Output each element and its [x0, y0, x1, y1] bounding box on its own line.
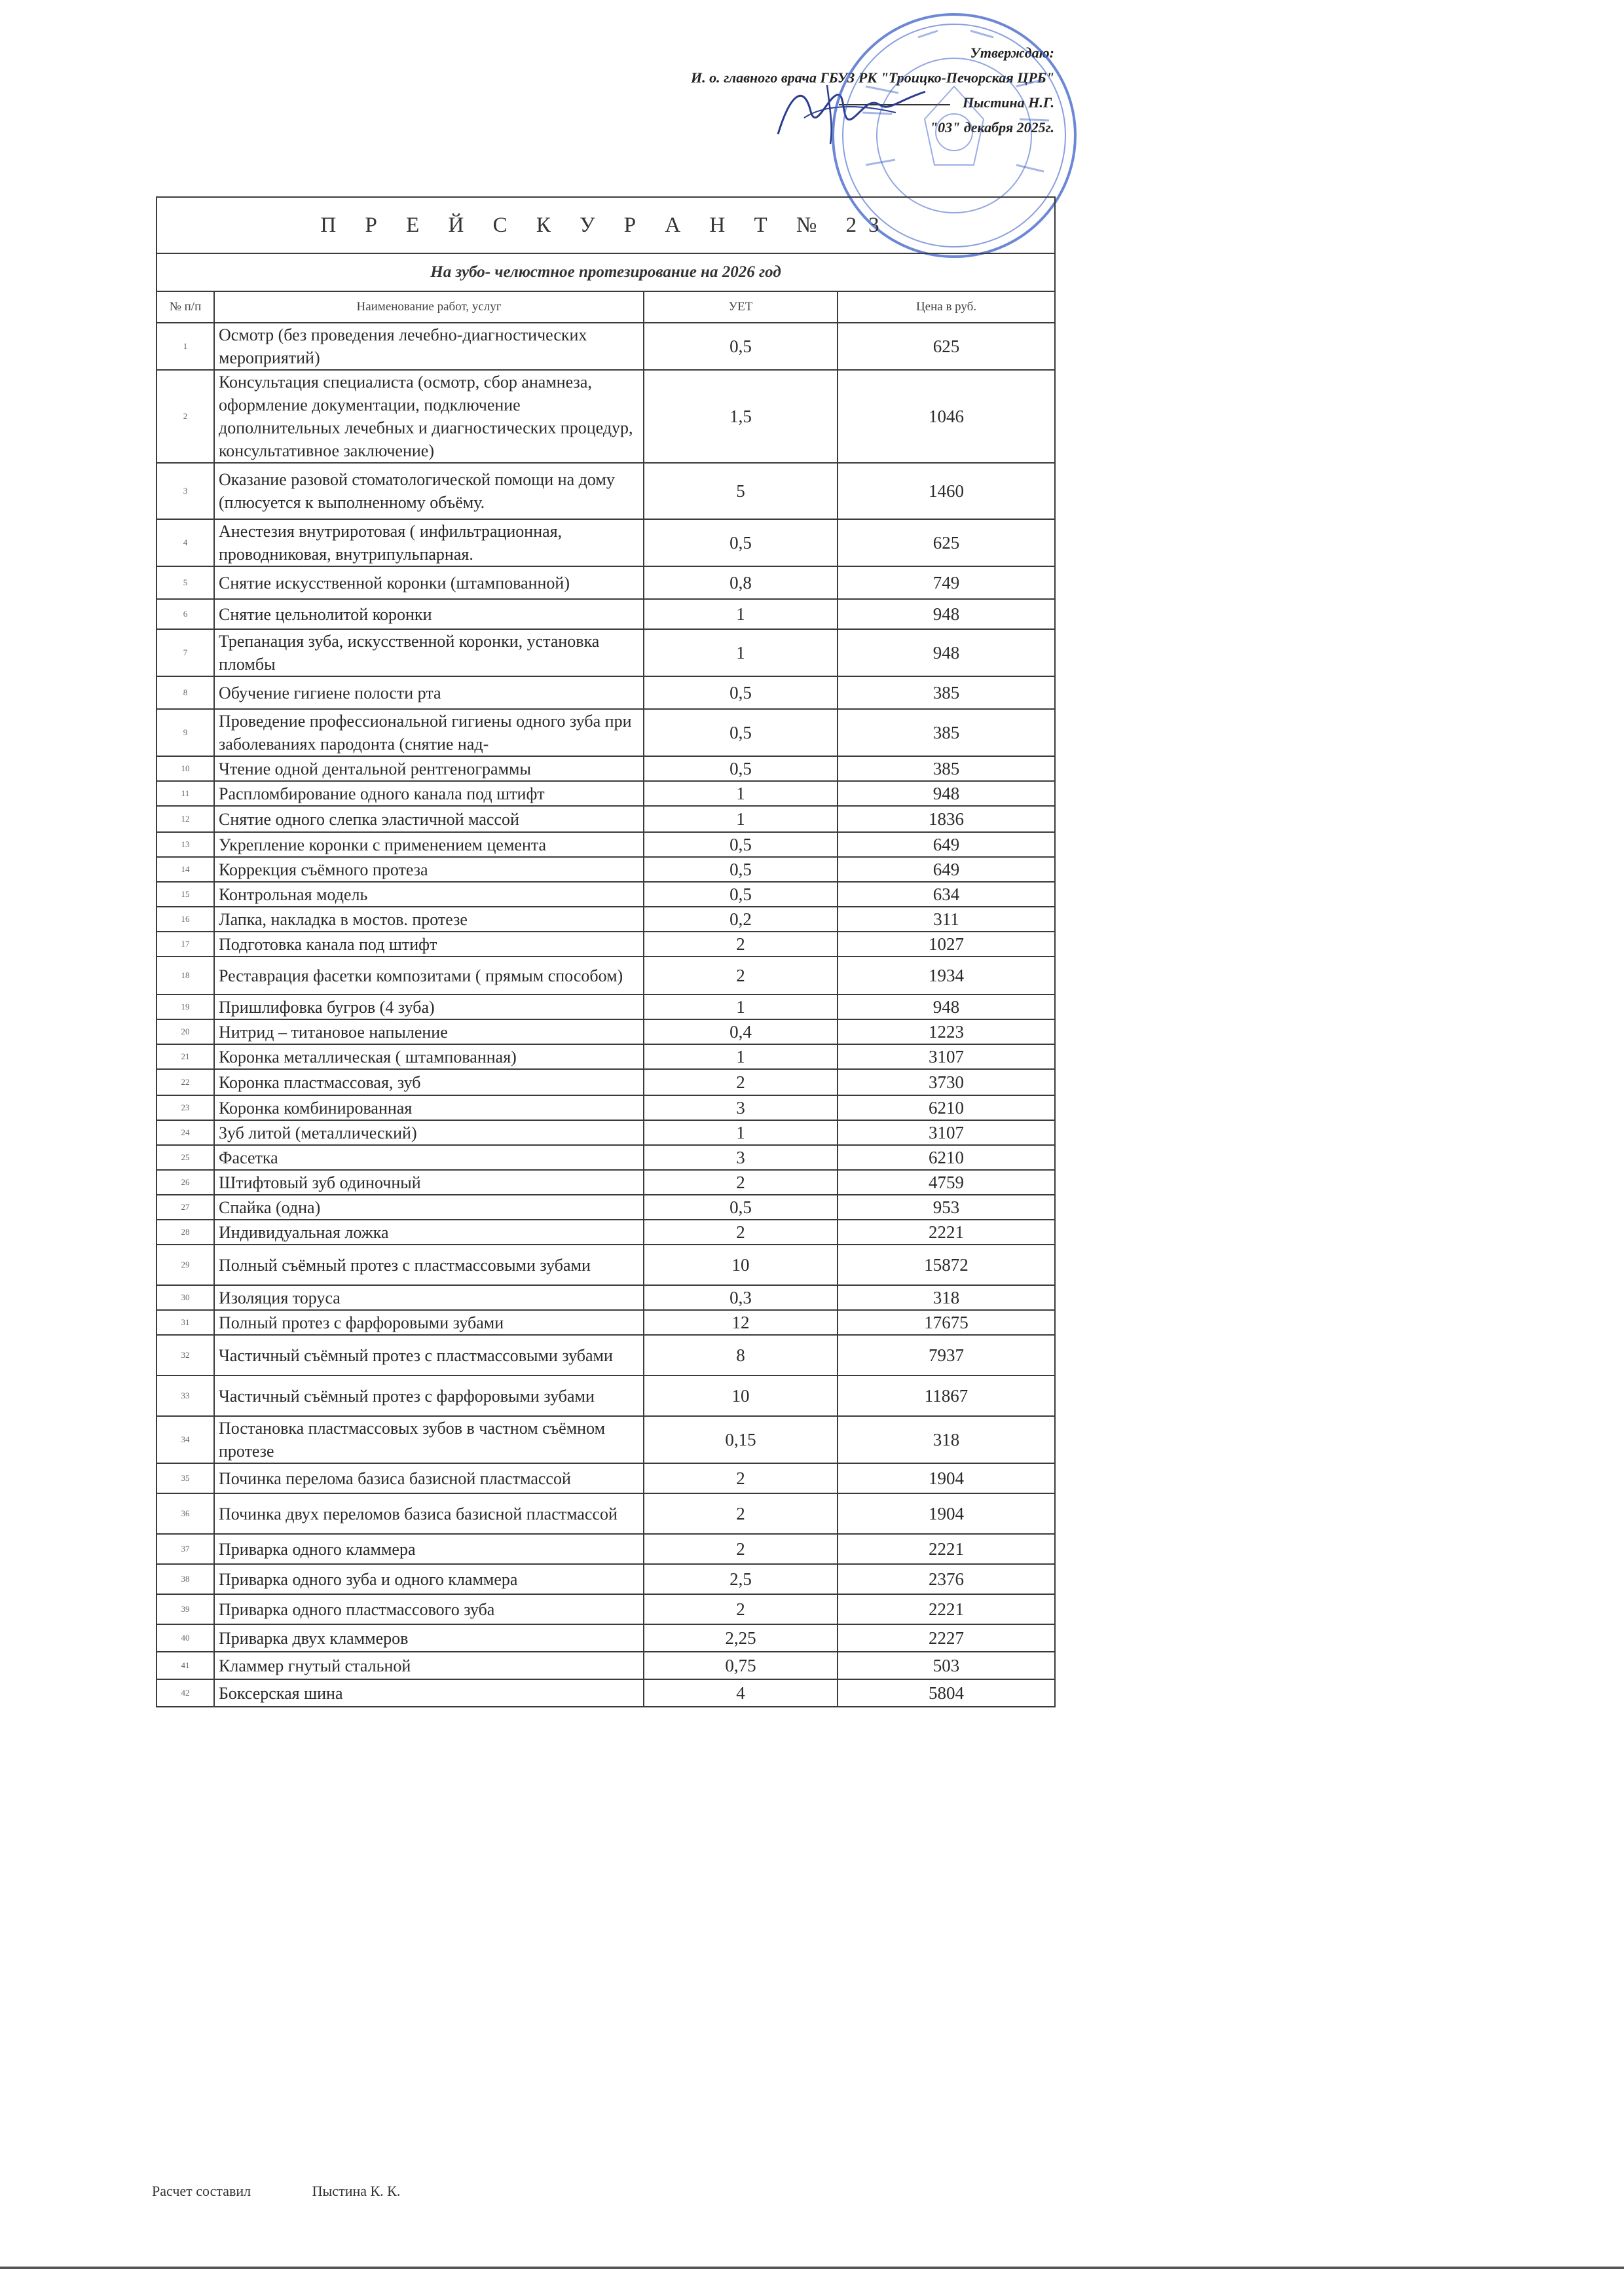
row-service-name: Полный протез с фарфоровыми зубами — [214, 1310, 644, 1335]
row-price: 385 — [838, 756, 1055, 781]
row-uet: 2 — [644, 1534, 838, 1564]
table-row — [157, 1245, 1055, 1285]
approval-position: И. о. главного врача ГБУЗ РК "Троицко-Печорская ЦРБ" — [690, 69, 1054, 86]
row-number: 10 — [157, 756, 214, 781]
table-row — [157, 1170, 1055, 1195]
row-uet: 1 — [644, 629, 838, 676]
table-row — [157, 370, 1055, 463]
row-price: 948 — [838, 781, 1055, 806]
table-row — [157, 1594, 1055, 1624]
row-service-name: Полный съёмный протез с пластмассовыми зубами — [214, 1245, 644, 1285]
table-row — [157, 1335, 1055, 1376]
row-uet: 5 — [644, 463, 838, 519]
row-uet: 0,4 — [644, 1019, 838, 1044]
row-service-name: Проведение профессиональной гигиены одного зуба при заболеваниях пародонта (снятие над- — [214, 709, 644, 756]
table-row — [157, 932, 1055, 957]
table-row — [157, 1285, 1055, 1310]
row-service-name: Приварка одного пластмассового зуба — [214, 1594, 644, 1624]
row-uet: 2 — [644, 1463, 838, 1493]
row-number: 5 — [157, 566, 214, 599]
footer-label: Расчет составил — [152, 2183, 251, 2199]
row-number: 39 — [157, 1594, 214, 1624]
document-title: П Р Е Й С К У Р А Н Т № 23 — [157, 197, 1055, 253]
row-uet: 0,5 — [644, 882, 838, 907]
row-number: 33 — [157, 1376, 214, 1416]
table-row — [157, 1652, 1055, 1679]
row-number: 20 — [157, 1019, 214, 1044]
row-service-name: Фасетка — [214, 1145, 644, 1170]
table-row — [157, 1310, 1055, 1335]
row-number: 24 — [157, 1120, 214, 1145]
row-service-name: Приварка двух кламмеров — [214, 1624, 644, 1652]
row-uet: 0,5 — [644, 756, 838, 781]
row-number: 25 — [157, 1145, 214, 1170]
row-price: 948 — [838, 629, 1055, 676]
row-service-name: Укрепление коронки с применением цемента — [214, 832, 644, 857]
row-uet: 0,5 — [644, 519, 838, 566]
table-row — [157, 1534, 1055, 1564]
header-price: Цена в руб. — [838, 291, 1055, 323]
row-uet: 1 — [644, 994, 838, 1019]
row-number: 21 — [157, 1044, 214, 1069]
table-row — [157, 463, 1055, 519]
row-service-name: Подготовка канала под штифт — [214, 932, 644, 957]
row-price: 318 — [838, 1416, 1055, 1463]
row-uet: 0,5 — [644, 857, 838, 882]
row-number: 18 — [157, 957, 214, 994]
row-service-name: Снятие искусственной коронки (штампованной) — [214, 566, 644, 599]
table-row — [157, 832, 1055, 857]
row-service-name: Коронка комбинированная — [214, 1095, 644, 1120]
row-number: 1 — [157, 323, 214, 370]
row-number: 32 — [157, 1335, 214, 1376]
row-uet: 1 — [644, 806, 838, 832]
header-number: № п/п — [157, 291, 214, 323]
row-number: 19 — [157, 994, 214, 1019]
row-service-name: Контрольная модель — [214, 882, 644, 907]
row-number: 42 — [157, 1679, 214, 1707]
row-uet: 0,75 — [644, 1652, 838, 1679]
row-number: 37 — [157, 1534, 214, 1564]
table-row — [157, 1095, 1055, 1120]
row-uet: 2 — [644, 932, 838, 957]
row-number: 34 — [157, 1416, 214, 1463]
row-service-name: Снятие одного слепка эластичной массой — [214, 806, 644, 832]
row-price: 1904 — [838, 1463, 1055, 1493]
approval-title: Утверждаю: — [970, 45, 1054, 61]
row-price: 649 — [838, 857, 1055, 882]
row-service-name: Снятие цельнолитой коронки — [214, 599, 644, 629]
row-price: 318 — [838, 1285, 1055, 1310]
row-price: 3107 — [838, 1044, 1055, 1069]
row-uet: 0,5 — [644, 676, 838, 709]
row-uet: 2 — [644, 957, 838, 994]
row-service-name: Спайка (одна) — [214, 1195, 644, 1220]
row-price: 625 — [838, 519, 1055, 566]
row-price: 948 — [838, 599, 1055, 629]
row-service-name: Приварка одного зуба и одного кламмера — [214, 1564, 644, 1594]
row-service-name: Анестезия внутриротовая ( инфильтрационная, проводниковая, внутрипульпарная. — [214, 519, 644, 566]
row-price: 625 — [838, 323, 1055, 370]
row-service-name: Коррекция съёмного протеза — [214, 857, 644, 882]
row-uet: 0,5 — [644, 323, 838, 370]
table-row — [157, 1120, 1055, 1145]
row-service-name: Починка перелома базиса базисной пластмассой — [214, 1463, 644, 1493]
header-uet: УЕТ — [644, 291, 838, 323]
table-row — [157, 907, 1055, 932]
row-number: 30 — [157, 1285, 214, 1310]
row-price: 1027 — [838, 932, 1055, 957]
row-uet: 2 — [644, 1069, 838, 1095]
row-number: 36 — [157, 1493, 214, 1534]
row-price: 953 — [838, 1195, 1055, 1220]
row-price: 1836 — [838, 806, 1055, 832]
row-number: 4 — [157, 519, 214, 566]
row-service-name: Лапка, накладка в мостов. протезе — [214, 907, 644, 932]
row-uet: 12 — [644, 1310, 838, 1335]
footer-author: Пыстина К. К. — [312, 2183, 401, 2199]
row-uet: 1,5 — [644, 370, 838, 463]
row-service-name: Штифтовый зуб одиночный — [214, 1170, 644, 1195]
row-number: 38 — [157, 1564, 214, 1594]
table-row — [157, 806, 1055, 832]
row-uet: 10 — [644, 1376, 838, 1416]
row-uet: 2 — [644, 1170, 838, 1195]
row-price: 7937 — [838, 1335, 1055, 1376]
row-number: 27 — [157, 1195, 214, 1220]
row-price: 948 — [838, 994, 1055, 1019]
row-number: 17 — [157, 932, 214, 957]
row-price: 2221 — [838, 1594, 1055, 1624]
row-uet: 4 — [644, 1679, 838, 1707]
table-row — [157, 629, 1055, 676]
table-row — [157, 1044, 1055, 1069]
table-row — [157, 1376, 1055, 1416]
row-price: 3730 — [838, 1069, 1055, 1095]
table-row — [157, 1416, 1055, 1463]
table-row — [157, 1624, 1055, 1652]
row-number: 28 — [157, 1220, 214, 1245]
row-number: 3 — [157, 463, 214, 519]
row-number: 23 — [157, 1095, 214, 1120]
row-price: 649 — [838, 832, 1055, 857]
row-number: 14 — [157, 857, 214, 882]
row-price: 5804 — [838, 1679, 1055, 1707]
table-row — [157, 676, 1055, 709]
table-row — [157, 857, 1055, 882]
row-service-name: Коронка металлическая ( штампованная) — [214, 1044, 644, 1069]
row-number: 29 — [157, 1245, 214, 1285]
table-row — [157, 1564, 1055, 1594]
row-number: 7 — [157, 629, 214, 676]
row-number: 15 — [157, 882, 214, 907]
row-number: 16 — [157, 907, 214, 932]
row-number: 13 — [157, 832, 214, 857]
row-service-name: Чтение одной дентальной рентгенограммы — [214, 756, 644, 781]
row-number: 31 — [157, 1310, 214, 1335]
table-row — [157, 756, 1055, 781]
row-uet: 2 — [644, 1220, 838, 1245]
table-row — [157, 519, 1055, 566]
row-service-name: Индивидуальная ложка — [214, 1220, 644, 1245]
table-row — [157, 957, 1055, 994]
table-row — [157, 599, 1055, 629]
row-price: 3107 — [838, 1120, 1055, 1145]
row-service-name: Трепанация зуба, искусственной коронки, установка пломбы — [214, 629, 644, 676]
row-number: 6 — [157, 599, 214, 629]
row-uet: 1 — [644, 1120, 838, 1145]
row-uet: 0,3 — [644, 1285, 838, 1310]
row-number: 35 — [157, 1463, 214, 1493]
row-number: 8 — [157, 676, 214, 709]
row-uet: 0,5 — [644, 832, 838, 857]
table-row — [157, 1493, 1055, 1534]
row-price: 6210 — [838, 1095, 1055, 1120]
row-number: 40 — [157, 1624, 214, 1652]
approval-signer: Пыстина Н.Г. — [963, 94, 1054, 111]
table-row — [157, 1220, 1055, 1245]
table-row — [157, 1145, 1055, 1170]
row-price: 634 — [838, 882, 1055, 907]
row-price: 11867 — [838, 1376, 1055, 1416]
table-row — [157, 1019, 1055, 1044]
document-subtitle: На зубо- челюстное протезирование на 2026 год — [157, 253, 1055, 291]
row-service-name: Консультация специалиста (осмотр, сбор анамнеза, оформление документации, подключение дополнительных лечебных и диагностических процедур, консультативное заключение) — [214, 370, 644, 463]
row-number: 41 — [157, 1652, 214, 1679]
row-service-name: Пришлифовка бугров (4 зуба) — [214, 994, 644, 1019]
row-price: 2221 — [838, 1220, 1055, 1245]
row-service-name: Постановка пластмассовых зубов в частном съёмном протезе — [214, 1416, 644, 1463]
row-uet: 1 — [644, 1044, 838, 1069]
row-price: 1223 — [838, 1019, 1055, 1044]
footer — [152, 2183, 400, 2200]
row-number: 9 — [157, 709, 214, 756]
table-row — [157, 1463, 1055, 1493]
table-row — [157, 781, 1055, 806]
table-row — [157, 1069, 1055, 1095]
row-uet: 8 — [644, 1335, 838, 1376]
row-service-name: Боксерская шина — [214, 1679, 644, 1707]
row-number: 11 — [157, 781, 214, 806]
row-uet: 0,2 — [644, 907, 838, 932]
row-uet: 1 — [644, 781, 838, 806]
row-price: 2227 — [838, 1624, 1055, 1652]
table-row — [157, 566, 1055, 599]
row-number: 22 — [157, 1069, 214, 1095]
row-price: 1904 — [838, 1493, 1055, 1534]
approval-date: "03" декабря 2025г. — [929, 119, 1054, 136]
row-service-name: Частичный съёмный протез с фарфоровыми зубами — [214, 1376, 644, 1416]
row-uet: 0,5 — [644, 1195, 838, 1220]
row-price: 385 — [838, 676, 1055, 709]
row-price: 4759 — [838, 1170, 1055, 1195]
row-price: 503 — [838, 1652, 1055, 1679]
scan-edge-divider — [0, 2267, 1624, 2269]
table-row — [157, 709, 1055, 756]
row-service-name: Коронка пластмассовая, зуб — [214, 1069, 644, 1095]
row-uet: 0,5 — [644, 709, 838, 756]
row-price: 749 — [838, 566, 1055, 599]
row-service-name: Осмотр (без проведения лечебно-диагностических мероприятий) — [214, 323, 644, 370]
row-price: 17675 — [838, 1310, 1055, 1335]
row-number: 26 — [157, 1170, 214, 1195]
row-price: 311 — [838, 907, 1055, 932]
row-number: 12 — [157, 806, 214, 832]
row-uet: 3 — [644, 1145, 838, 1170]
price-list-table — [156, 196, 1056, 1707]
price-list-body — [157, 323, 1055, 1707]
table-row — [157, 882, 1055, 907]
row-service-name: Реставрация фасетки композитами ( прямым способом) — [214, 957, 644, 994]
row-price: 385 — [838, 709, 1055, 756]
row-service-name: Приварка одного кламмера — [214, 1534, 644, 1564]
row-price: 15872 — [838, 1245, 1055, 1285]
row-number: 2 — [157, 370, 214, 463]
row-service-name: Обучение гигиене полости рта — [214, 676, 644, 709]
row-uet: 3 — [644, 1095, 838, 1120]
row-price: 6210 — [838, 1145, 1055, 1170]
table-row — [157, 1195, 1055, 1220]
table-row — [157, 1679, 1055, 1707]
row-uet: 2,25 — [644, 1624, 838, 1652]
row-service-name: Нитрид – титановое напыление — [214, 1019, 644, 1044]
row-service-name: Зуб литой (металлический) — [214, 1120, 644, 1145]
header-service-name: Наименование работ, услуг — [214, 291, 644, 323]
row-uet: 2 — [644, 1594, 838, 1624]
table-row — [157, 323, 1055, 370]
row-uet: 2 — [644, 1493, 838, 1534]
row-service-name: Кламмер гнутый стальной — [214, 1652, 644, 1679]
row-uet: 0,8 — [644, 566, 838, 599]
row-price: 1934 — [838, 957, 1055, 994]
row-service-name: Починка двух переломов базиса базисной пластмассой — [214, 1493, 644, 1534]
row-price: 1460 — [838, 463, 1055, 519]
row-uet: 0,15 — [644, 1416, 838, 1463]
row-service-name: Изоляция торуса — [214, 1285, 644, 1310]
row-uet: 2,5 — [644, 1564, 838, 1594]
row-service-name: Оказание разовой стоматологической помощи на дому (плюсуется к выполненному объёму. — [214, 463, 644, 519]
row-price: 1046 — [838, 370, 1055, 463]
row-service-name: Распломбирование одного канала под штифт — [214, 781, 644, 806]
row-service-name: Частичный съёмный протез с пластмассовыми зубами — [214, 1335, 644, 1376]
row-uet: 10 — [644, 1245, 838, 1285]
table-row — [157, 994, 1055, 1019]
row-price: 2376 — [838, 1564, 1055, 1594]
row-price: 2221 — [838, 1534, 1055, 1564]
row-uet: 1 — [644, 599, 838, 629]
